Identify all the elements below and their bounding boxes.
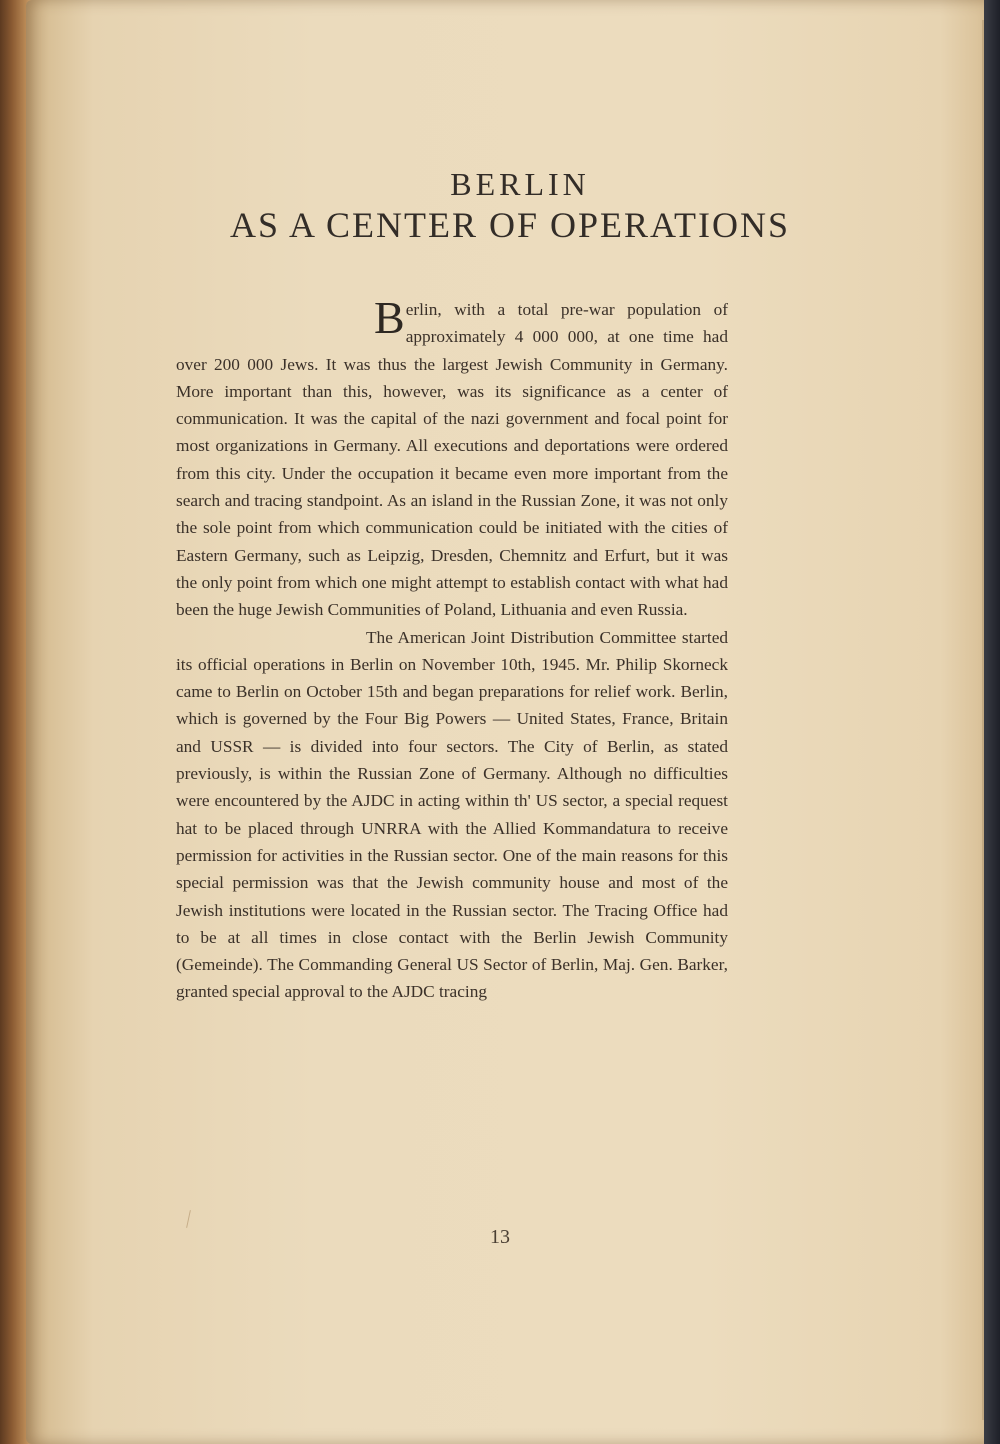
drop-cap: B — [374, 292, 405, 343]
page-title-line1: BERLIN — [450, 166, 590, 202]
body-text — [176, 292, 728, 1006]
paragraph-2-text: The American Joint Distribution Committee started its official operations in Berlin on November 10th, 1945. Mr. Philip Skorneck came to Berlin on October 15th and began preparations for relief work. Berlin, which is governed by the Four Big Powers — United States, France, Britain and USSR — is divided into four sectors. The City of Berlin, as stated previously, is within the Russian Zone of Germany. Although no difficulties were encountered by the AJDC in acting within th' US sector, a special request hat to be placed through UNRRA with the Allied Kommandatura to receive permission for activities in the Russian sector. One of the main reasons for this special permission was that the Jewish community house and most of the Jewish institutions were located in the Russian sector. The Tracing Office had to be at all times in close contact with the Berlin Jewish Community (Gemeinde). The Commanding General US Sector of Berlin, Maj. Gen. Barker, granted special approval to the AJDC tracing — [176, 627, 728, 1002]
paragraph-1-text: erlin, with a total pre-war population of approximately 4 000 000, at one time had over 200 000 Jews. It was thus the largest Jewish Community in Germany. More important than this, however, was its significance as a center of communication. It was the capital of the nazi government and focal point for most organizations in Germany. All executions and deportations were ordered from this city. Under the occupation it became even more important from the search and tracing standpoint. As an island in the Russian Zone, it was not only the sole point from which communication could be initiated with the cities of Eastern Germany, such as Leipzig, Dresden, Chemnitz and Erfurt, but it was the only point from which one might attempt to establish contact with what had been the huge Jewish Communities of Poland, Lithuania and even Russia. — [176, 300, 728, 620]
page-number: 13 — [490, 1226, 510, 1248]
paragraph-1 — [176, 292, 728, 624]
page-title-line2: AS A CENTER OF OPERATIONS — [229, 205, 791, 245]
paragraph-2 — [176, 624, 728, 1006]
